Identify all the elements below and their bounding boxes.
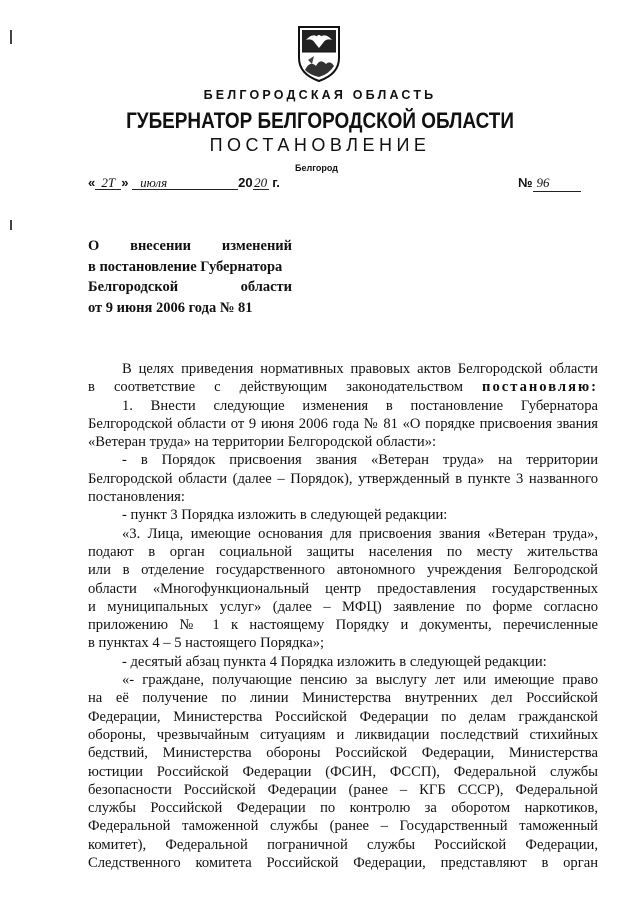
scan-edge-mark — [10, 220, 12, 230]
body-line: на её получение по линии Министерства внутренних дел Российской — [88, 690, 598, 707]
document-type: ПОСТАНОВЛЕНИЕ — [209, 135, 431, 155]
region-title: БЕЛГОРОДСКАЯ ОБЛАСТЬ — [203, 88, 437, 102]
body-line: в соответствие с действующим законодательством постановляю: — [88, 379, 598, 396]
body-line: приложению № 1 к настоящему Порядку и документы, перечисленные — [88, 617, 598, 634]
body-line: области «Многофункциональный центр предоставления государственных — [88, 580, 598, 597]
body-line: 1. Внести следующие изменения в постановление Губернатора — [122, 397, 598, 414]
coat-of-arms-icon — [296, 24, 342, 84]
document-number: № 96 — [518, 175, 581, 192]
date-month: июля — [132, 176, 238, 190]
document-date: « 2Т » июля 20 20 г. — [88, 175, 280, 190]
body-line: юстиции Российской Федерации (ФСИН, ФССП), Федеральной службы — [88, 763, 598, 780]
body-line: подают в орган социальной защиты населения по месту жительства — [88, 543, 598, 560]
governor-title: ГУБЕРНАТОР БЕЛГОРОДСКОЙ ОБЛАСТИ — [126, 108, 514, 133]
body-line: службы Российской Федерации по контролю за оборотом наркотиков, — [88, 800, 598, 817]
body-line: В целях приведения нормативных правовых актов Белгородской области — [122, 361, 598, 377]
body-line: Следственного комитета Российской Федерации, представляют в орган — [88, 855, 598, 872]
body-line: «- граждане, получающие пенсию за выслугу лет или имеющие право — [122, 672, 598, 689]
body-line: «3. Лица, имеющие основания для присвоения звания «Ветеран труда», — [122, 525, 598, 542]
body-line: Федерации, Министерства Российской Федерации по делам гражданской — [88, 708, 598, 725]
body-line: безопасности Российской Федерации (ранее – КГБ СССР), Федеральной — [88, 781, 598, 798]
body-line: и муниципальных услуг» (далее – МФЦ) заявление по форме согласно — [88, 598, 598, 615]
body-line: обороны, чрезвычайным ситуациям и ликвидации последствий стихийных — [88, 726, 598, 743]
number-value: 96 — [533, 175, 581, 192]
body-line: или в отделение государственного автономного учреждения Белгородской — [88, 562, 598, 579]
document-subject — [88, 236, 292, 318]
body-line: постановления: — [88, 489, 185, 506]
subject-line-3: Белгородской области — [88, 279, 292, 295]
scan-edge-mark — [10, 30, 12, 44]
subject-line-4: от 9 июня 2006 года № 81 — [88, 299, 253, 316]
body-line: - в Порядок присвоения звания «Ветеран труда» на территории — [122, 452, 598, 469]
body-line: комитет), Федеральной пограничной службы Российской Федерации, — [88, 836, 598, 853]
resolve-word: постановляю: — [482, 379, 598, 396]
body-line: Белгородской области от 9 июня 2006 года № 81 «О порядке присвоения звания — [88, 415, 598, 432]
body-line: «Ветеран труда» на территории Белгородской области»: — [88, 434, 437, 451]
body-line: - десятый абзац пункта 4 Порядка изложить в следующей редакции: — [122, 653, 547, 670]
body-line: в пунктах 4 – 5 настоящего Порядка»; — [88, 635, 325, 652]
date-day: 2Т — [95, 176, 121, 190]
body-line: Федеральной таможенной службы (ранее – Государственный таможенный — [88, 818, 598, 835]
subject-line-1: О внесении изменений — [88, 238, 293, 254]
document-body — [88, 360, 598, 872]
body-line: Белгородской области (далее – Порядок), утвержденный в пункте 3 названного — [88, 470, 598, 487]
subject-line-2: в постановление Губернатора — [88, 258, 283, 275]
body-line: бедствий, Министерства обороны Российской Федерации, Министерства — [88, 745, 598, 762]
date-year: 20 — [254, 175, 268, 190]
city-label: Белгород — [295, 163, 338, 173]
body-line: - пункт 3 Порядка изложить в следующей редакции: — [122, 507, 448, 524]
